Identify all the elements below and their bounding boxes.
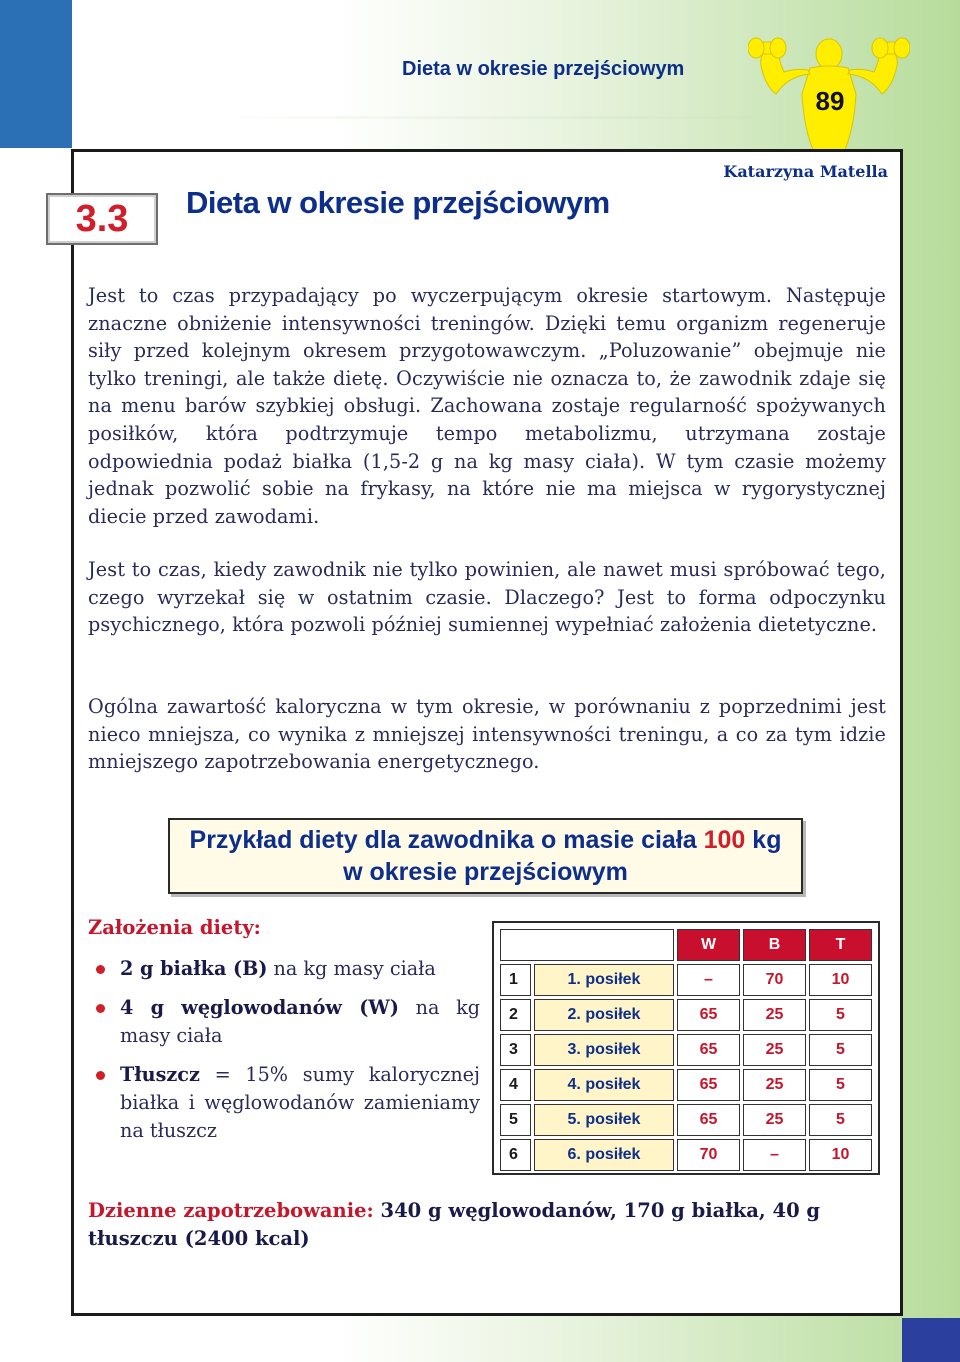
assumption-term: 2 g białka (B) xyxy=(120,957,268,980)
assumption-term: 4 g węglowodanów (W) xyxy=(120,996,399,1019)
paragraph-1: Jest to czas przypadający po wyczerpującym okresie startowym. Następuje znaczne obniżenie intensywności treningów. Dzięki temu organizm regeneruje siły przed kolejnym okresem przygotowawczym. „Poluzowanie” obejmuje nie tylko treningi, ale także dietę. Oczywiście nie oznacza to, że zawodnik zdaje się na menu barów szybkiej obsługi. Zachowana zostaje regularność spożywanych posiłków, która podtrzymuje tempo metabolizmu, utrzymana zostaje odpowiednia podaż białka (1,5-2 g na kg masy ciała). W tym czasie możemy jednak pozwolić sobie na frykasy, na które nie ma miejsca w rygorystycznej diecie przed zawodami. xyxy=(88,284,886,528)
header-fat: T xyxy=(809,929,872,961)
row-number-cell: 5 xyxy=(500,1104,531,1136)
fat-cell: 10 xyxy=(809,964,872,996)
bullet-icon xyxy=(96,1004,105,1013)
header-carbs: W xyxy=(677,929,740,961)
header-blank-cell xyxy=(500,929,674,961)
banner-text: Przykład diety dla zawodnika o masie ciała xyxy=(189,826,704,854)
meal-table-frame xyxy=(492,921,880,1175)
bullet-icon xyxy=(96,1071,105,1080)
row-number-cell: 6 xyxy=(500,1139,531,1171)
table-row xyxy=(500,1069,872,1101)
carbs-cell: 70 xyxy=(677,1139,740,1171)
protein-cell: 25 xyxy=(743,1104,806,1136)
row-number-cell: 2 xyxy=(500,999,531,1031)
header-rule xyxy=(90,116,755,119)
row-number-cell: 3 xyxy=(500,1034,531,1066)
assumption-text: na kg masy ciała xyxy=(267,957,436,980)
carbs-cell: – xyxy=(677,964,740,996)
section-number: 3.3 xyxy=(75,197,129,240)
table-row xyxy=(500,1034,872,1066)
paragraph-2: Jest to czas, kiedy zawodnik nie tylko powinien, ale nawet musi spróbować tego, czego wyrzekał się w ostatnim czasie. Dlaczego? Jest to forma odpoczynku psychicznego, która pozwoli później sumiennej wypełniać założenia dietetyczne. xyxy=(88,558,886,637)
banner-unit: kg xyxy=(745,826,782,854)
daily-value: 340 g węglowodanów, 170 g białka, 40 g tłuszczu (2400 kcal) xyxy=(88,1199,821,1250)
section-number-box xyxy=(46,193,158,245)
assumption-item xyxy=(94,1061,480,1145)
bullet-icon xyxy=(96,965,105,974)
meal-name-cell: 6. posiłek xyxy=(534,1139,674,1171)
assumption-item xyxy=(94,955,480,983)
banner-line-1 xyxy=(170,824,801,856)
assumption-item xyxy=(94,994,480,1050)
assumption-text: na kg masy ciała xyxy=(120,996,481,1047)
meal-name-cell: 3. posiłek xyxy=(534,1034,674,1066)
table-row xyxy=(500,999,872,1031)
daily-label: Dzienne zapotrzebowanie: xyxy=(88,1199,374,1222)
header-protein: B xyxy=(743,929,806,961)
meal-name-cell: 5. posiłek xyxy=(534,1104,674,1136)
running-header-title: Dieta w okresie przejściowym xyxy=(402,58,685,80)
example-diet-banner xyxy=(168,818,803,894)
protein-cell: 70 xyxy=(743,964,806,996)
fat-cell: 5 xyxy=(809,999,872,1031)
table-row xyxy=(500,1104,872,1136)
protein-cell: – xyxy=(743,1139,806,1171)
row-number-cell: 4 xyxy=(500,1069,531,1101)
table-header-row xyxy=(500,929,872,961)
fat-cell: 5 xyxy=(809,1104,872,1136)
page-number: 89 xyxy=(815,86,845,116)
fat-cell: 5 xyxy=(809,1069,872,1101)
assumption-text: = 15% sumy kalorycznej białka i węglowodanów zamieniamy na tłuszcz xyxy=(120,1063,480,1142)
left-color-strip xyxy=(0,0,72,148)
author-name: Katarzyna Matella xyxy=(723,162,888,181)
carbs-cell: 65 xyxy=(677,1034,740,1066)
meal-table xyxy=(497,926,875,1174)
carbs-cell: 65 xyxy=(677,999,740,1031)
assumptions-title: Założenia diety: xyxy=(88,916,261,939)
corner-color-strip xyxy=(902,1318,960,1362)
section-title: Dieta w okresie przejściowym xyxy=(186,185,610,220)
meal-name-cell: 4. posiłek xyxy=(534,1069,674,1101)
assumption-term: Tłuszcz xyxy=(120,1063,200,1086)
assumptions-list xyxy=(94,955,480,1156)
protein-cell: 25 xyxy=(743,1069,806,1101)
paragraph-3: Ogólna zawartość kaloryczna w tym okresie, w porównaniu z poprzednimi jest nieco mniejsza, co wynika z mniejszej intensywności treningu, a co za tym idzie mniejszego zapotrzebowania energetycznego. xyxy=(88,695,886,774)
carbs-cell: 65 xyxy=(677,1069,740,1101)
fat-cell: 5 xyxy=(809,1034,872,1066)
banner-line-2: w okresie przejściowym xyxy=(343,858,628,886)
meal-name-cell: 1. posiłek xyxy=(534,964,674,996)
meal-name-cell: 2. posiłek xyxy=(534,999,674,1031)
fat-cell: 10 xyxy=(809,1139,872,1171)
daily-requirement xyxy=(88,1197,886,1253)
protein-cell: 25 xyxy=(743,1034,806,1066)
carbs-cell: 65 xyxy=(677,1104,740,1136)
table-row xyxy=(500,964,872,996)
table-row xyxy=(500,1139,872,1171)
banner-mass-value: 100 xyxy=(703,826,746,854)
protein-cell: 25 xyxy=(743,999,806,1031)
row-number-cell: 1 xyxy=(500,964,531,996)
